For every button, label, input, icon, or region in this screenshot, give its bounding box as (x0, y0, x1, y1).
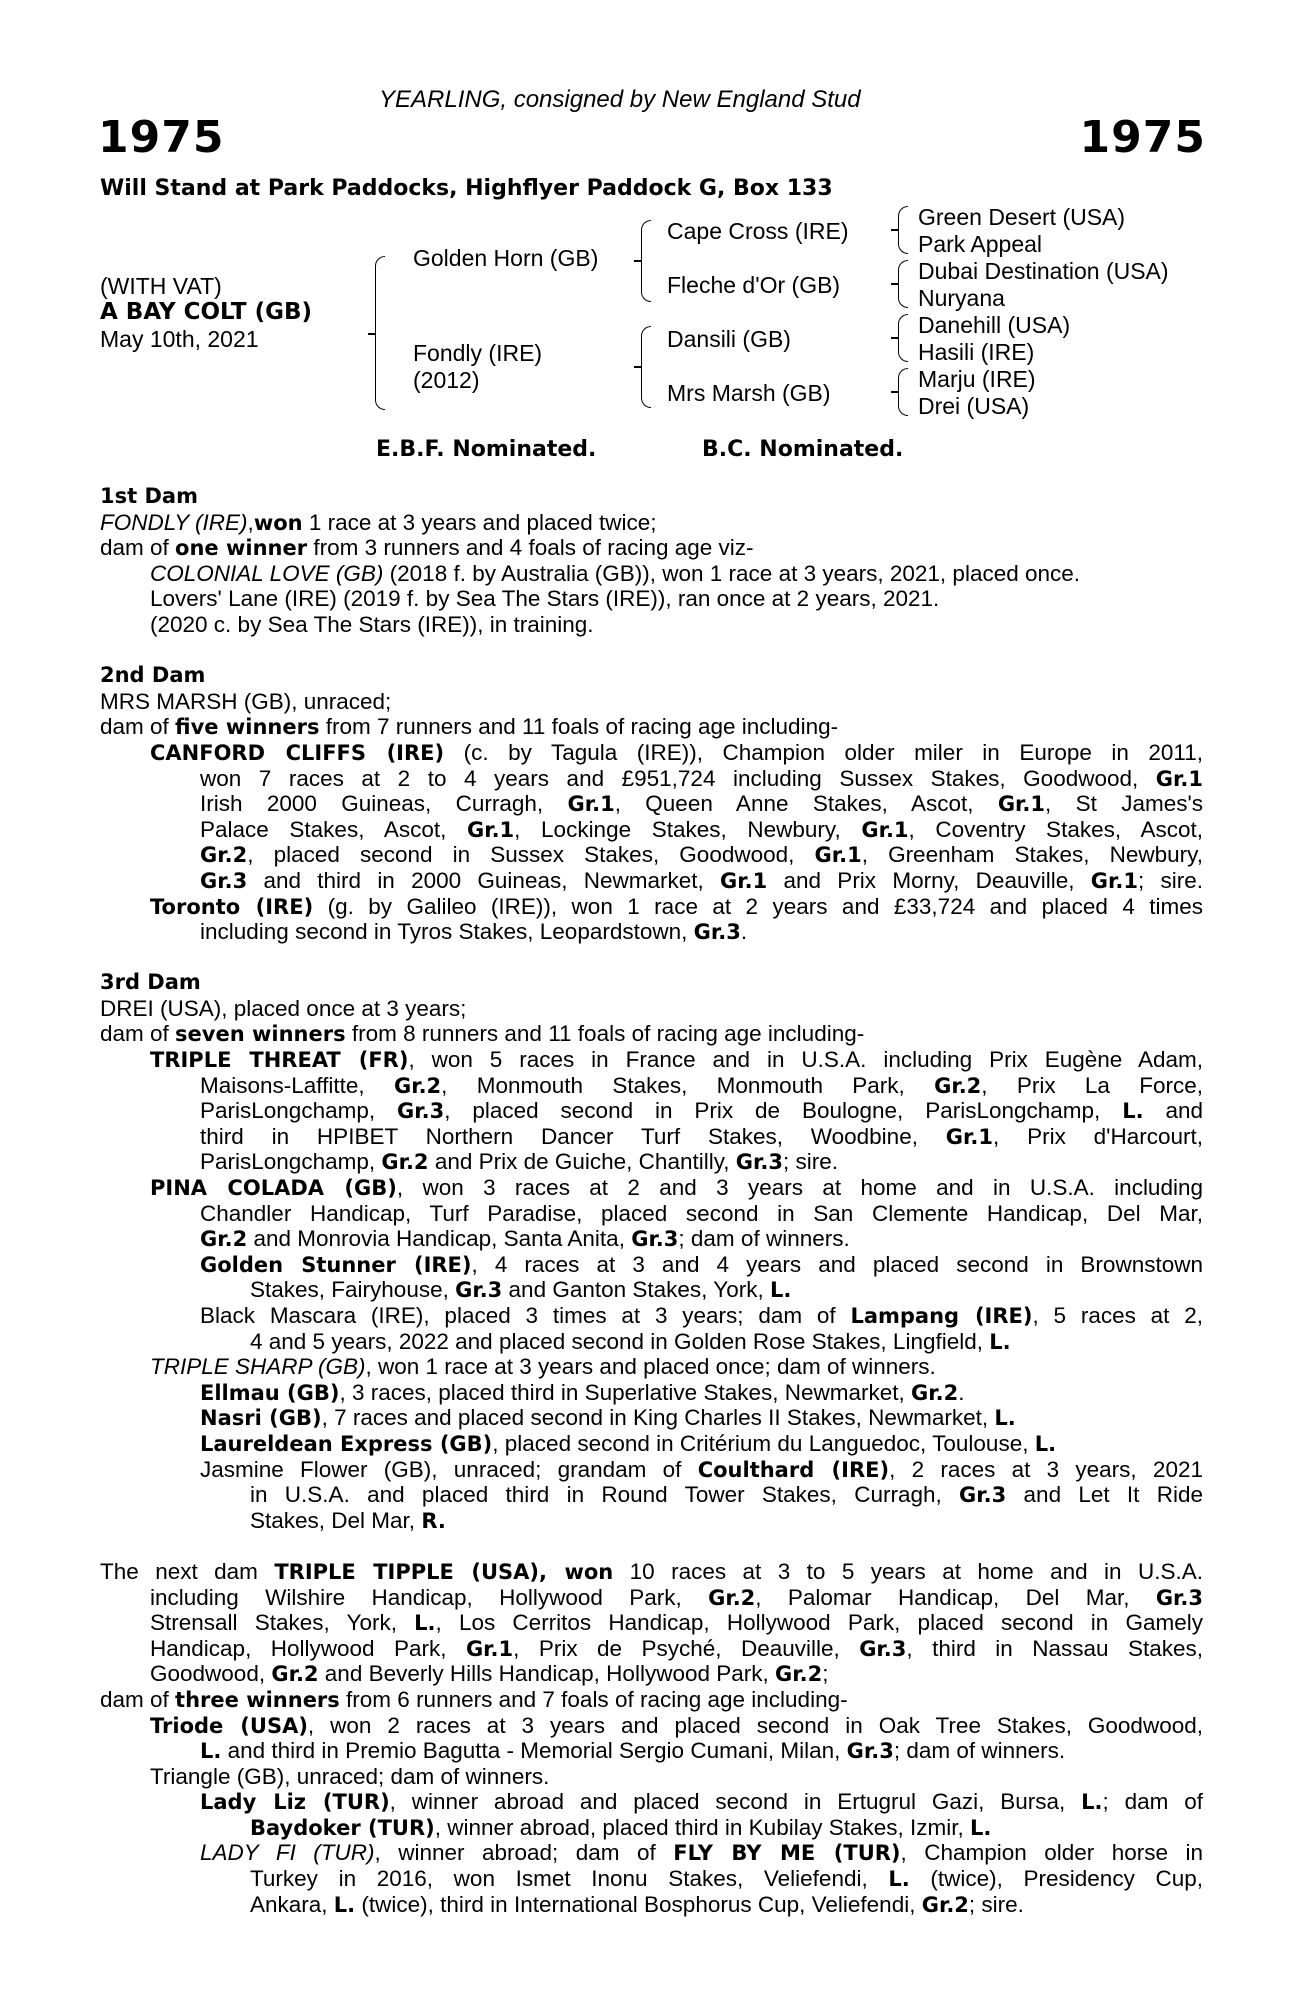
italic-name: COLONIAL LOVE (GB) (150, 560, 384, 586)
pedigree-dam-year: (2012) (413, 367, 480, 393)
text-segment: , Champion older horse in (900, 1840, 1203, 1866)
bold-text: seven winners (175, 1022, 346, 1047)
text-line (100, 1866, 1203, 1892)
bold-text: Gr.2 (381, 1150, 429, 1175)
text-segment: , won 2 races at 3 years and placed second in Oak Tree Stakes, Goodwood, (307, 1712, 1203, 1738)
bold-text: Gr.3 (735, 1150, 783, 1175)
consignor-line: YEARLING, consigned by New England Stud (379, 86, 861, 113)
text-line (100, 1764, 1203, 1790)
text-line (100, 535, 1203, 561)
bold-text: Gr.1 (466, 817, 515, 842)
pedigree-bracket-notch (634, 366, 641, 368)
pedigree-bracket-notch (891, 391, 898, 393)
text-segment: ; sire. (783, 1149, 839, 1175)
pedigree-bracket-g3a (898, 206, 908, 254)
bold-text: L. (769, 1278, 792, 1303)
text-segment: , won 3 races at 2 and 3 years at home and in U.S.A. including (396, 1175, 1203, 1201)
pedigree-sire-sire: Cape Cross (IRE) (667, 218, 849, 244)
bold-text: Gr.3 (1155, 1585, 1204, 1610)
second-dam-section (100, 689, 1203, 945)
third-dam-heading: 3rd Dam (100, 970, 201, 995)
bold-text: Gr.2 (921, 1892, 969, 1917)
text-line (100, 1559, 1203, 1585)
text-segment: Black Mascara (IRE), placed 3 times at 3 years; dam of (200, 1303, 851, 1328)
text-segment: . (740, 919, 748, 945)
text-segment: Triangle (GB), unraced; dam of winners. (150, 1763, 550, 1789)
text-line (100, 1021, 1203, 1047)
pedigree-bracket-dam (641, 326, 651, 408)
bold-text: Gr.3 (859, 1636, 907, 1661)
text-line (100, 561, 1203, 587)
text-segment: Goodwood, (150, 1661, 272, 1687)
bold-text: L. (970, 1815, 992, 1840)
text-segment: , Prix de Psyché, Deauville, (513, 1635, 860, 1661)
text-segment: and Beverly Hills Handicap, Hollywood Park, (318, 1661, 775, 1687)
bold-text: Gr.1 (567, 792, 615, 817)
text-segment: ParisLongchamp, (200, 1149, 382, 1175)
bold-text: TRIPLE THREAT (FR) (150, 1048, 409, 1073)
text-line (100, 612, 1203, 638)
text-line (100, 689, 1203, 715)
bold-text: Gr.1 (1090, 868, 1138, 893)
italic-name: TRIPLE SHARP (GB) (150, 1354, 366, 1380)
section-gap (100, 945, 1203, 971)
text-segment: from 6 runners and 7 foals of racing age including- (339, 1686, 848, 1712)
text-segment: , Queen Anne Stakes, Ascot, (614, 791, 998, 817)
text-segment: , (247, 509, 254, 535)
text-line (100, 1482, 1203, 1508)
text-line (100, 1175, 1203, 1201)
bold-text: three winners (175, 1687, 340, 1712)
text-line (100, 1277, 1203, 1303)
text-segment: Maisons-Laffitte, (200, 1072, 394, 1098)
text-line (100, 1149, 1203, 1175)
text-segment: (twice), third in International Bosphorus Cup, Veliefendi, (355, 1891, 922, 1917)
text-segment: and (1143, 1098, 1203, 1124)
bold-text: R. (421, 1508, 446, 1533)
pedigree-bracket-notch (634, 260, 641, 262)
pedigree-bracket-g3d (898, 368, 908, 416)
text-segment: ; (822, 1661, 829, 1687)
text-segment: , St James's (1045, 791, 1204, 817)
text-segment: ; dam of winners. (893, 1738, 1066, 1764)
text-line (100, 791, 1203, 817)
pedigree-g7: Marju (IRE) (918, 366, 1036, 392)
text-line (100, 740, 1203, 766)
pedigree-g3: Dubai Destination (USA) (918, 258, 1169, 284)
text-line (100, 1636, 1203, 1662)
bold-text: Gr.1 (720, 868, 768, 893)
bold-text: L. (333, 1892, 356, 1917)
bold-text: Gr.2 (708, 1585, 756, 1610)
text-segment: , placed second in Critérium du Languedoc, Toulouse, (492, 1430, 1035, 1456)
section-gap (100, 1533, 1203, 1559)
bold-text: PINA COLADA (GB) (150, 1176, 397, 1201)
lot-number-left: 1975 (98, 112, 225, 163)
pedigree-sire: Golden Horn (GB) (413, 245, 599, 271)
text-line (100, 1098, 1203, 1124)
bold-text: Gr.1 (465, 1636, 514, 1661)
pedigree-bracket-g3b (898, 260, 908, 308)
text-segment: and Monrovia Handicap, Santa Anita, (247, 1226, 632, 1252)
text-line (100, 1226, 1203, 1252)
text-line (100, 510, 1203, 536)
lot-number-right: 1975 (1079, 112, 1206, 163)
bold-text: Gr.1 (814, 843, 862, 868)
second-dam-heading: 2nd Dam (100, 663, 206, 688)
italic-name: FONDLY (IRE) (100, 509, 248, 535)
bold-text: Coulthard (IRE) (697, 1457, 890, 1482)
text-line (100, 1124, 1203, 1150)
pedigree-bracket-notch (891, 283, 898, 285)
text-segment: , 7 races and placed second in King Charles II Stakes, Newmarket, (321, 1405, 995, 1431)
pedigree-g6: Hasili (IRE) (918, 339, 1035, 365)
text-segment: Jasmine Flower (GB), unraced; grandam of (200, 1456, 698, 1482)
text-line (100, 842, 1203, 868)
bold-text: L. (888, 1867, 910, 1892)
bold-text: L. (989, 1329, 1011, 1354)
text-segment: won 7 races at 2 to 4 years and £951,724 including Sussex Stakes, Goodwood, (200, 765, 1156, 791)
text-line (100, 1815, 1203, 1841)
text-segment: 4 and 5 years, 2022 and placed second in Golden Rose Stakes, Lingfield, (250, 1328, 990, 1354)
text-segment: (2020 c. by Sea The Stars (IRE)), in training. (150, 611, 594, 637)
text-line (100, 1508, 1203, 1534)
text-line (100, 1201, 1203, 1227)
text-segment: . (958, 1379, 965, 1405)
pedigree-dam-sire: Dansili (GB) (667, 326, 791, 352)
text-segment: Turkey in 2016, won Ismet Inonu Stakes, Veliefendi, (250, 1866, 889, 1892)
foaling-date: May 10th, 2021 (100, 326, 259, 352)
pedigree-bracket-notch (891, 337, 898, 339)
bold-text: Gr.2 (200, 1227, 248, 1252)
text-segment: Ankara, (250, 1891, 334, 1917)
bold-text: Gr.1 (1155, 766, 1203, 791)
pedigree-dam-dam: Mrs Marsh (GB) (667, 380, 831, 406)
text-line (100, 1405, 1203, 1431)
third-dam-section (100, 996, 1203, 1533)
bold-text: Golden Stunner (IRE) (200, 1252, 472, 1277)
text-segment: (twice), Presidency Cup, (909, 1866, 1203, 1892)
pedigree-sire-dam: Fleche d'Or (GB) (667, 272, 841, 298)
bold-text: Gr.3 (397, 1099, 445, 1124)
pedigree-notes (100, 484, 1203, 1917)
bold-text: Gr.1 (945, 1124, 993, 1149)
text-segment: , 2 races at 3 years, 2021 (889, 1456, 1203, 1482)
text-line (100, 1661, 1203, 1687)
text-segment: Stakes, Fairyhouse, (250, 1277, 456, 1303)
text-segment: and Prix Morny, Deauville, (767, 867, 1091, 893)
text-segment: (c. by Tagula (IRE)), Champion older miler in Europe in 2011, (444, 739, 1204, 765)
horse-name: A BAY COLT (GB) (100, 299, 313, 325)
pedigree-bracket-sire (641, 220, 651, 302)
pedigree-g2: Park Appeal (918, 231, 1043, 257)
text-segment: dam of (100, 714, 176, 740)
text-segment: , Monmouth Stakes, Monmouth Park, (441, 1072, 935, 1098)
bold-text: Gr.3 (959, 1483, 1007, 1508)
bold-text: Lady Liz (TUR) (200, 1790, 390, 1815)
bold-text: one winner (175, 536, 308, 561)
bold-text: Gr.3 (200, 868, 248, 893)
text-segment: , 3 races, placed third in Superlative Stakes, Newmarket, (339, 1379, 912, 1405)
bold-text: Gr.2 (911, 1380, 959, 1405)
bold-text: Lampang (IRE) (850, 1304, 1033, 1328)
bold-text: Triode (USA) (150, 1713, 308, 1738)
text-segment: ; dam of (1102, 1789, 1203, 1815)
text-line (100, 1457, 1203, 1483)
text-segment: ; sire. (968, 1891, 1024, 1917)
pedigree-g5: Danehill (USA) (918, 312, 1071, 338)
text-line (100, 766, 1203, 792)
bold-text: L. (1034, 1431, 1057, 1456)
bold-text: Gr.3 (693, 920, 741, 945)
text-segment: Chandler Handicap, Turf Paradise, placed second in San Clemente Handicap, Del Mar, (200, 1200, 1203, 1226)
text-line (100, 894, 1203, 920)
text-line (100, 1713, 1203, 1739)
bold-text: L. (1122, 1099, 1144, 1124)
text-segment: DREI (USA), placed once at 3 years; (100, 995, 467, 1021)
text-segment: , winner abroad, placed third in Kubilay Stakes, Izmir, (434, 1814, 970, 1840)
first-dam-heading: 1st Dam (100, 484, 198, 508)
text-segment: (g. by Galileo (IRE)), won 1 race at 2 years and £33,724 and placed 4 times (313, 893, 1204, 919)
text-segment: , 4 races at 3 and 4 years and placed second in Brownstown (471, 1251, 1203, 1277)
text-segment: , Palomar Handicap, Del Mar, (755, 1584, 1156, 1610)
next-dam-section (100, 1559, 1203, 1917)
text-segment: , 5 races at 2, (1032, 1303, 1203, 1328)
pedigree-bracket-gen1 (375, 256, 385, 410)
text-segment: MRS MARSH (GB), unraced; (100, 688, 392, 714)
section-gap (100, 638, 1203, 664)
text-line (100, 1738, 1203, 1764)
text-line (100, 817, 1203, 843)
text-segment: , Los Cerritos Handicap, Hollywood Park, placed second in Gamely (435, 1610, 1203, 1636)
ebf-nomination: E.B.F. Nominated. (376, 437, 597, 462)
pedigree-dam: Fondly (IRE) (413, 340, 543, 366)
text-segment: including Wilshire Handicap, Hollywood Park, (150, 1584, 709, 1610)
text-segment: Stakes, Del Mar, (250, 1507, 422, 1533)
text-segment: from 3 runners and 4 foals of racing age viz- (307, 535, 754, 561)
pedigree-bracket-notch (891, 229, 898, 231)
text-segment: , Greenham Stakes, Newbury, (861, 842, 1203, 868)
bold-text: TRIPLE TIPPLE (USA), won (274, 1559, 614, 1584)
bold-text: Gr.1 (861, 817, 909, 842)
text-line (100, 1840, 1203, 1866)
text-line (100, 1252, 1203, 1278)
text-line (100, 919, 1203, 945)
bold-text: Gr.2 (934, 1073, 982, 1098)
text-segment: (2018 f. by Australia (GB)), won 1 race at 3 years, 2021, placed once. (383, 560, 1081, 586)
text-segment: from 8 runners and 11 foals of racing age including- (345, 1021, 865, 1047)
text-segment: and Let It Ride (1006, 1482, 1204, 1508)
text-line (100, 1380, 1203, 1406)
bold-text: Gr.3 (846, 1739, 894, 1764)
text-line (100, 1892, 1203, 1918)
text-line (100, 1303, 1203, 1329)
text-segment: and third in 2000 Guineas, Newmarket, (247, 867, 721, 893)
bold-text: Gr.1 (997, 792, 1046, 817)
text-segment: , Prix La Force, (981, 1072, 1203, 1098)
text-segment: Irish 2000 Guineas, Curragh, (200, 791, 568, 817)
text-segment: , Prix d'Harcourt, (993, 1123, 1203, 1149)
bold-text: L. (414, 1611, 436, 1636)
text-line (100, 1073, 1203, 1099)
text-segment: including second in Tyros Stakes, Leopardstown, (200, 919, 694, 945)
text-segment: , Lockinge Stakes, Newbury, (514, 816, 862, 842)
text-segment: and Prix de Guiche, Chantilly, (428, 1149, 736, 1175)
text-segment: , won 5 races in France and in U.S.A. including Prix Eugène Adam, (408, 1047, 1204, 1073)
pedigree-bracket-notch (368, 333, 375, 335)
text-line (100, 1585, 1203, 1611)
text-segment: and Ganton Stakes, York, (502, 1277, 770, 1303)
text-line (100, 714, 1203, 740)
text-line (100, 1431, 1203, 1457)
text-line (100, 1789, 1203, 1815)
bold-text: Gr.2 (393, 1073, 442, 1098)
bold-text: Ellmau (GB) (200, 1380, 340, 1405)
italic-name: LADY FI (TUR) (200, 1840, 375, 1866)
bold-text: Nasri (GB) (200, 1406, 322, 1431)
bold-text: five winners (175, 715, 320, 740)
bold-text: Toronto (IRE) (150, 894, 314, 919)
text-line (100, 1047, 1203, 1073)
text-segment: dam of (100, 1021, 176, 1047)
text-line (100, 1354, 1203, 1380)
text-line (100, 1687, 1203, 1713)
text-segment: Strensall Stakes, York, (150, 1610, 415, 1636)
text-segment: from 7 runners and 11 foals of racing age including- (319, 714, 839, 740)
text-segment: 1 race at 3 years and placed twice; (302, 509, 657, 535)
bold-text: L. (994, 1406, 1016, 1431)
stand-line: Will Stand at Park Paddocks, Highflyer Paddock G, Box 133 (100, 176, 833, 201)
first-dam-section (100, 510, 1203, 638)
text-segment: Palace Stakes, Ascot, (200, 816, 467, 842)
text-segment: , winner abroad; dam of (374, 1840, 674, 1866)
bold-text: FLY BY ME (TUR) (673, 1841, 901, 1866)
bold-text: L. (200, 1739, 222, 1764)
text-segment: The next dam (100, 1558, 275, 1584)
text-segment: ParisLongchamp, (200, 1098, 397, 1124)
text-segment: 10 races at 3 to 5 years at home and in U.S.A. (613, 1558, 1203, 1584)
text-segment: , placed second in Prix de Boulogne, ParisLongchamp, (444, 1098, 1123, 1124)
bold-text: Gr.2 (271, 1662, 319, 1687)
pedigree-g1: Green Desert (USA) (918, 204, 1126, 230)
bold-text: Gr.2 (200, 843, 248, 868)
bold-text: CANFORD CLIFFS (IRE) (150, 740, 445, 765)
text-segment: , winner abroad and placed second in Ertugrul Gazi, Bursa, (389, 1789, 1082, 1815)
text-segment: , third in Nassau Stakes, (906, 1635, 1203, 1661)
bold-text: Gr.3 (631, 1227, 679, 1252)
text-line (100, 868, 1203, 894)
text-segment: , placed second in Sussex Stakes, Goodwood, (247, 842, 815, 868)
text-segment: , Coventry Stakes, Ascot, (908, 816, 1203, 842)
text-segment: Handicap, Hollywood Park, (150, 1635, 466, 1661)
text-segment: ; dam of winners. (678, 1226, 850, 1252)
bold-text: L. (1081, 1790, 1103, 1815)
text-line (100, 1329, 1203, 1355)
bold-text: Laureldean Express (GB) (200, 1431, 493, 1456)
text-segment: in U.S.A. and placed third in Round Tower Stakes, Curragh, (250, 1482, 960, 1508)
pedigree-g4: Nuryana (918, 285, 1005, 311)
text-segment: , won 1 race at 3 years and placed once; dam of winners. (365, 1354, 936, 1380)
bold-text: Baydoker (TUR) (250, 1815, 435, 1840)
text-line (100, 996, 1203, 1022)
text-segment: dam of (100, 535, 176, 561)
bold-text: Gr.3 (455, 1278, 503, 1303)
text-segment: Lovers' Lane (IRE) (2019 f. by Sea The Stars (IRE)), ran once at 2 years, 2021. (150, 586, 940, 612)
pedigree-g8: Drei (USA) (918, 393, 1030, 419)
text-line (100, 586, 1203, 612)
bc-nomination: B.C. Nominated. (702, 437, 904, 462)
text-segment: and third in Premio Bagutta - Memorial Sergio Cumani, Milan, (221, 1738, 847, 1764)
text-segment: third in HPIBET Northern Dancer Turf Stakes, Woodbine, (200, 1123, 946, 1149)
pedigree-bracket-g3c (898, 314, 908, 362)
text-segment: dam of (100, 1686, 176, 1712)
bold-text: won (253, 510, 303, 535)
text-segment: ; sire. (1137, 867, 1203, 893)
bold-text: Gr.2 (775, 1662, 823, 1687)
text-line (100, 1610, 1203, 1636)
vat-note: (WITH VAT) (100, 273, 222, 299)
